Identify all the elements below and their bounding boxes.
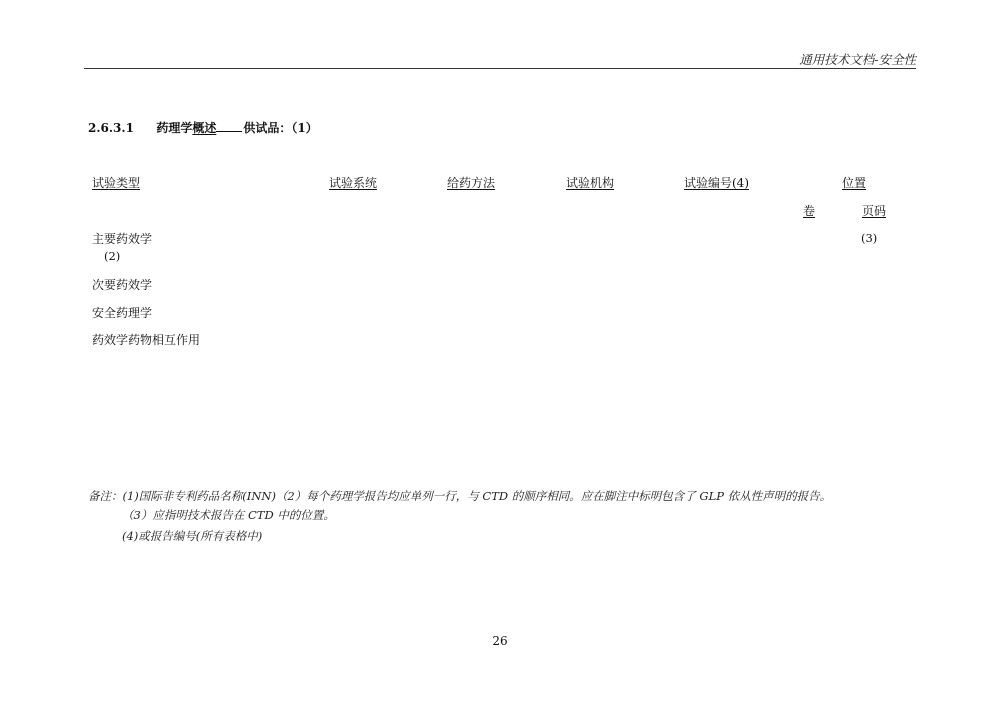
note-line: （3）应指明技术报告在 CTD 中的位置。 — [122, 508, 335, 522]
title-blank-line — [216, 120, 242, 132]
section-heading — [88, 119, 318, 136]
header-rule — [84, 68, 916, 69]
note-line: 备注：(1)国际非专利药品名称(INN)（2）每个药理学报告均应单列一行，与 CTD 的顺序相同。应在脚注中标明包含了 GLP 依从性声明的报告。 — [88, 489, 832, 503]
running-header: 通用技术文档-安全性 — [799, 52, 916, 67]
table-row-footnote-ref: (2) — [104, 249, 121, 263]
table-row-type: 主要药效学 — [92, 232, 153, 246]
table-row-page-ref: (3) — [861, 231, 878, 245]
table-row-type: 安全药理学 — [92, 306, 153, 320]
subheader-volume: 卷 — [803, 204, 816, 218]
section-title-suffix: 供试品：（1） — [243, 121, 318, 135]
col-header-study-number: 试验编号(4) — [684, 176, 749, 190]
subheader-page: 页码 — [862, 204, 887, 218]
section-title-underlined: 概述 — [192, 121, 217, 135]
page-number: 26 — [492, 634, 508, 648]
col-header-test-system: 试验系统 — [329, 176, 378, 190]
col-header-study-type: 试验类型 — [92, 176, 141, 190]
col-header-facility: 试验机构 — [566, 176, 615, 190]
col-header-administration: 给药方法 — [447, 176, 496, 190]
section-title-prefix: 药理学 — [156, 121, 193, 135]
table-row-type: 药效学药物相互作用 — [92, 333, 201, 347]
section-number: 2.6.3.1 — [88, 121, 134, 135]
col-header-location: 位置 — [842, 176, 867, 190]
note-line: (4)或报告编号(所有表格中) — [122, 529, 263, 543]
table-row-type: 次要药效学 — [92, 278, 153, 292]
